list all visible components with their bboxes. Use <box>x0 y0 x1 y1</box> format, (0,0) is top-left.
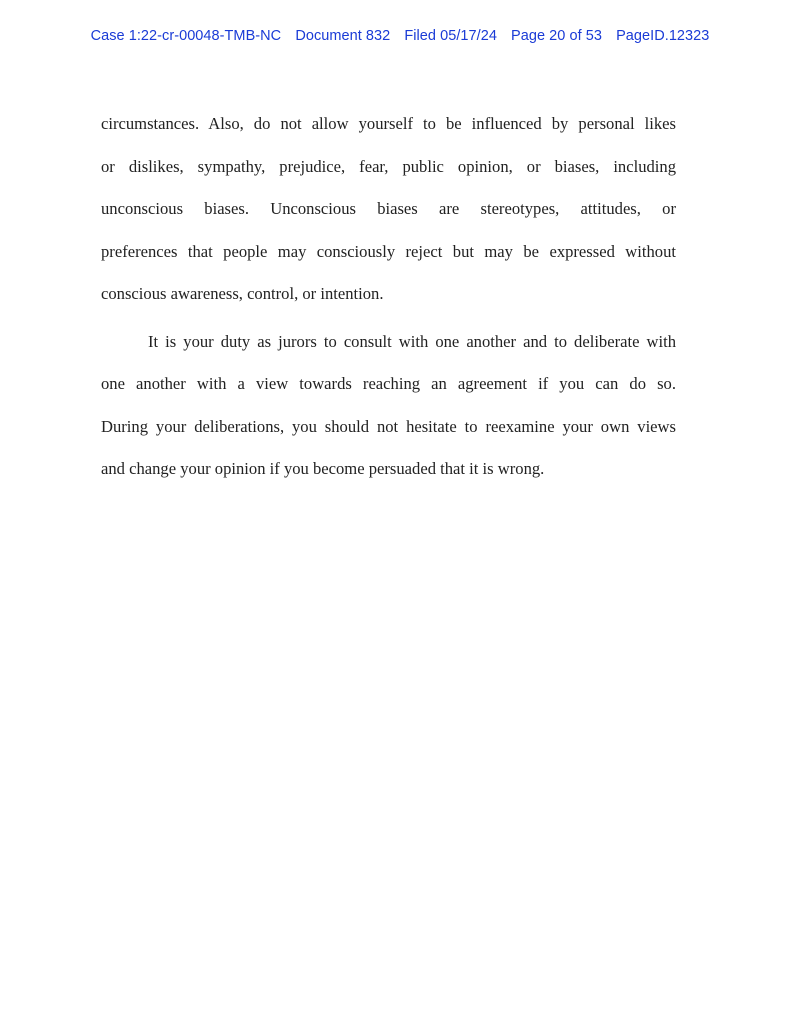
text-line: one another with a view towards reaching an agreement if you can do so. <box>101 374 676 393</box>
text-line: preferences that people may consciously reject but may be expressed without <box>101 241 676 261</box>
case-number: Case 1:22-cr-00048-TMB-NC <box>90 28 282 44</box>
text-line: During your deliberations, you should not hesitate to reexamine your own views <box>101 416 676 436</box>
filing-header <box>0 28 800 44</box>
paragraph <box>101 321 676 491</box>
text-line: unconscious biases. Unconscious biases are stereotypes, attitudes, or <box>101 199 676 218</box>
page-id: PageID.12323 <box>616 28 710 44</box>
text-line: It is your duty as jurors to consult with one another and to deliberate with <box>148 331 676 351</box>
text-line: circumstances. Also, do not allow yourself to be influenced by personal likes <box>101 114 676 133</box>
paragraph <box>101 103 676 316</box>
page-number: Page 20 of 53 <box>511 28 602 44</box>
text-line: and change your opinion if you become persuaded that it is wrong. <box>101 459 545 478</box>
filed-date: Filed 05/17/24 <box>404 28 497 44</box>
text-line: conscious awareness, control, or intention. <box>101 284 384 303</box>
document-body <box>101 103 676 491</box>
text-line: or dislikes, sympathy, prejudice, fear, public opinion, or biases, including <box>101 156 676 176</box>
document-number: Document 832 <box>295 28 391 44</box>
